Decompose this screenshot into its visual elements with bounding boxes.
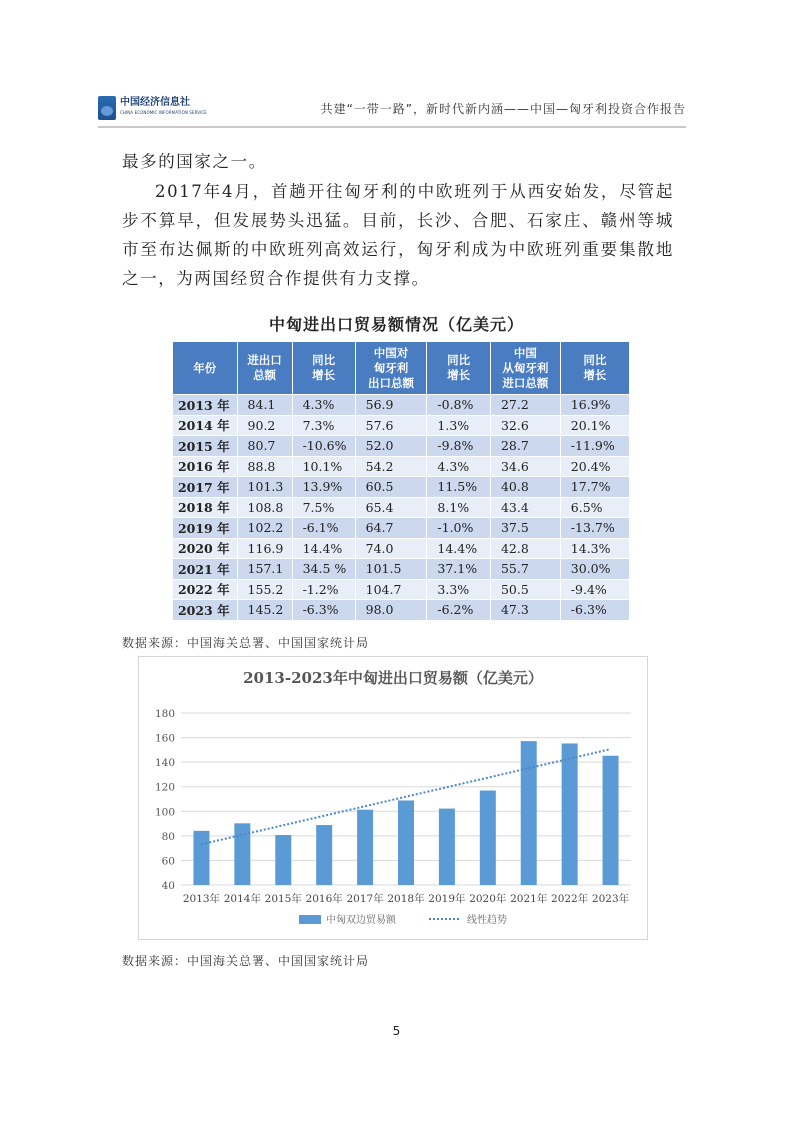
table-year-cell: 2017 年 bbox=[173, 477, 238, 498]
table-cell: 3.3% bbox=[427, 579, 491, 600]
table-cell: -9.4% bbox=[560, 579, 629, 600]
table-cell: 84.1 bbox=[237, 395, 292, 416]
table-cell: 37.5 bbox=[490, 518, 560, 539]
table-cell: 37.1% bbox=[427, 559, 491, 580]
table-cell: 11.5% bbox=[427, 477, 491, 498]
table-cell: 50.5 bbox=[490, 579, 560, 600]
table-year-cell: 2020 年 bbox=[173, 538, 238, 559]
table-cell: 34.6 bbox=[490, 456, 560, 477]
table-cell: 116.9 bbox=[237, 538, 292, 559]
table-cell: 56.9 bbox=[355, 395, 427, 416]
table-row bbox=[173, 415, 630, 436]
chart-svg bbox=[139, 657, 647, 939]
table-cell: -1.2% bbox=[292, 579, 355, 600]
table-cell: 30.0% bbox=[560, 559, 629, 580]
y-tick-label: 140 bbox=[154, 757, 175, 770]
table-cell: 4.3% bbox=[427, 456, 491, 477]
x-tick-label: 2022年 bbox=[551, 893, 589, 905]
table-cell: 16.9% bbox=[560, 395, 629, 416]
table-cell: 13.9% bbox=[292, 477, 355, 498]
table-cell: 10.1% bbox=[292, 456, 355, 477]
table-header-cell: 同比 增长 bbox=[292, 342, 355, 395]
table-year-cell: 2023 年 bbox=[173, 600, 238, 621]
table-cell: 7.3% bbox=[292, 415, 355, 436]
page-number: 5 bbox=[392, 1024, 401, 1038]
table-cell: 4.3% bbox=[292, 395, 355, 416]
table-cell: 17.7% bbox=[560, 477, 629, 498]
table-header-cell: 进出口 总额 bbox=[237, 342, 292, 395]
table-cell: 157.1 bbox=[237, 559, 292, 580]
table-year-cell: 2014 年 bbox=[173, 415, 238, 436]
table-cell: 14.4% bbox=[427, 538, 491, 559]
table-cell: 98.0 bbox=[355, 600, 427, 621]
x-tick-label: 2018年 bbox=[387, 893, 425, 905]
table-cell: 32.6 bbox=[490, 415, 560, 436]
table-cell: 101.5 bbox=[355, 559, 427, 580]
trade-chart bbox=[138, 656, 648, 940]
x-tick-label: 2014年 bbox=[223, 893, 261, 905]
table-cell: 7.5% bbox=[292, 497, 355, 518]
table-row bbox=[173, 518, 630, 539]
table-row bbox=[173, 456, 630, 477]
chart-title: 2013-2023年中匈进出口贸易额（亿美元） bbox=[243, 669, 543, 687]
table-cell: 27.2 bbox=[490, 395, 560, 416]
table-cell: 90.2 bbox=[237, 415, 292, 436]
chart-source: 数据来源：中国海关总署、中国国家统计局 bbox=[122, 954, 370, 968]
x-tick-label: 2015年 bbox=[264, 893, 302, 905]
table-year-cell: 2015 年 bbox=[173, 436, 238, 457]
y-tick-label: 100 bbox=[154, 806, 175, 819]
chart-bar bbox=[193, 831, 209, 885]
table-year-cell: 2021 年 bbox=[173, 559, 238, 580]
table-cell: -13.7% bbox=[560, 518, 629, 539]
table-title: 中匈进出口贸易额情况（亿美元） bbox=[268, 315, 524, 334]
table-cell: 104.7 bbox=[355, 579, 427, 600]
table-cell: 40.8 bbox=[490, 477, 560, 498]
table-cell: -10.6% bbox=[292, 436, 355, 457]
table-year-cell: 2022 年 bbox=[173, 579, 238, 600]
table-cell: 43.4 bbox=[490, 497, 560, 518]
chart-bar bbox=[603, 756, 619, 885]
table-cell: 54.2 bbox=[355, 456, 427, 477]
table-cell: 108.8 bbox=[237, 497, 292, 518]
page-header bbox=[98, 92, 686, 126]
x-tick-label: 2020年 bbox=[469, 893, 507, 905]
table-cell: 14.4% bbox=[292, 538, 355, 559]
trade-table bbox=[172, 341, 630, 621]
table-year-cell: 2013 年 bbox=[173, 395, 238, 416]
table-row bbox=[173, 579, 630, 600]
table-cell: 74.0 bbox=[355, 538, 427, 559]
y-tick-label: 120 bbox=[154, 781, 175, 794]
table-header-cell: 年份 bbox=[173, 342, 238, 395]
table-cell: 55.7 bbox=[490, 559, 560, 580]
chart-bar bbox=[275, 835, 291, 885]
x-tick-label: 2016年 bbox=[305, 893, 343, 905]
table-cell: 80.7 bbox=[237, 436, 292, 457]
table-cell: 145.2 bbox=[237, 600, 292, 621]
table-cell: -0.8% bbox=[427, 395, 491, 416]
body-paragraph-1: 最多的国家之一。 bbox=[122, 152, 267, 171]
table-cell: -6.3% bbox=[292, 600, 355, 621]
table-cell: -6.3% bbox=[560, 600, 629, 621]
table-row bbox=[173, 600, 630, 621]
table-cell: 14.3% bbox=[560, 538, 629, 559]
table-cell: 34.5 % bbox=[292, 559, 355, 580]
table-row bbox=[173, 395, 630, 416]
x-tick-label: 2017年 bbox=[346, 893, 384, 905]
table-year-cell: 2019 年 bbox=[173, 518, 238, 539]
table-header-cell: 中国 从匈牙利 进口总额 bbox=[490, 342, 560, 395]
table-cell: 42.8 bbox=[490, 538, 560, 559]
y-tick-label: 60 bbox=[161, 855, 175, 868]
x-tick-label: 2021年 bbox=[510, 893, 548, 905]
table-header-cell: 中国对 匈牙利 出口总额 bbox=[355, 342, 427, 395]
body-paragraph-2: 2017年4月，首趟开往匈牙利的中欧班列于从西安始发，尽管起步不算早，但发展势头迅猛。目前，长沙、合肥、石家庄、赣州等城市至布达佩斯的中欧班列高效运行，匈牙利成为中欧班列重要集散地之一，为两国经贸合作提供有力支撑。 bbox=[122, 182, 674, 288]
table-cell: 155.2 bbox=[237, 579, 292, 600]
table-cell: 20.1% bbox=[560, 415, 629, 436]
table-cell: 60.5 bbox=[355, 477, 427, 498]
table-cell: 88.8 bbox=[237, 456, 292, 477]
chart-bar bbox=[234, 823, 250, 885]
table-row bbox=[173, 559, 630, 580]
chart-bar bbox=[398, 800, 414, 885]
table-cell: 1.3% bbox=[427, 415, 491, 436]
table-cell: 64.7 bbox=[355, 518, 427, 539]
logo-name-cn: 中国经济信息社 bbox=[120, 97, 190, 108]
chart-bar bbox=[439, 809, 455, 885]
chart-bar bbox=[357, 810, 373, 885]
x-tick-label: 2019年 bbox=[428, 893, 466, 905]
y-tick-label: 160 bbox=[154, 732, 175, 745]
table-cell: 101.3 bbox=[237, 477, 292, 498]
table-cell: -9.8% bbox=[427, 436, 491, 457]
table-cell: 20.4% bbox=[560, 456, 629, 477]
y-tick-label: 40 bbox=[161, 880, 175, 892]
table-cell: -6.2% bbox=[427, 600, 491, 621]
table-row bbox=[173, 436, 630, 457]
x-tick-label: 2013年 bbox=[182, 893, 221, 905]
table-cell: -1.0% bbox=[427, 518, 491, 539]
table-cell: 52.0 bbox=[355, 436, 427, 457]
logo-icon bbox=[98, 96, 116, 120]
logo bbox=[98, 96, 207, 120]
logo-name-en: CHINA ECONOMIC INFORMATION SERVICE bbox=[120, 110, 207, 115]
table-year-cell: 2016 年 bbox=[173, 456, 238, 477]
legend-bar-label: 中匈双边贸易额 bbox=[326, 915, 396, 926]
table-cell: 6.5% bbox=[560, 497, 629, 518]
chart-bar bbox=[316, 825, 332, 885]
table-source: 数据来源：中国海关总署、中国国家统计局 bbox=[122, 636, 370, 650]
table-cell: 65.4 bbox=[355, 497, 427, 518]
chart-bar bbox=[480, 791, 496, 885]
table-row bbox=[173, 497, 630, 518]
table-row bbox=[173, 538, 630, 559]
table-row bbox=[173, 477, 630, 498]
table-cell: 28.7 bbox=[490, 436, 560, 457]
table-cell: 47.3 bbox=[490, 600, 560, 621]
report-title: 共建“一带一路”，新时代新内涵——中国—匈牙利投资合作报告 bbox=[320, 102, 686, 116]
legend-trend-label: 线性趋势 bbox=[467, 915, 507, 926]
table-header-cell: 同比 增长 bbox=[560, 342, 629, 395]
table-header-cell: 同比 增长 bbox=[427, 342, 491, 395]
table-cell: 57.6 bbox=[355, 415, 427, 436]
chart-bar bbox=[521, 741, 537, 885]
table-cell: 8.1% bbox=[427, 497, 491, 518]
y-tick-label: 80 bbox=[161, 830, 175, 843]
legend-bar-swatch bbox=[299, 915, 321, 924]
table-cell: -6.1% bbox=[292, 518, 355, 539]
table-year-cell: 2018 年 bbox=[173, 497, 238, 518]
table-cell: 102.2 bbox=[237, 518, 292, 539]
header-divider bbox=[98, 126, 686, 128]
x-tick-label: 2023年 bbox=[591, 893, 630, 905]
table-cell: -11.9% bbox=[560, 436, 629, 457]
y-tick-label: 180 bbox=[154, 708, 175, 720]
chart-bar bbox=[562, 743, 578, 885]
